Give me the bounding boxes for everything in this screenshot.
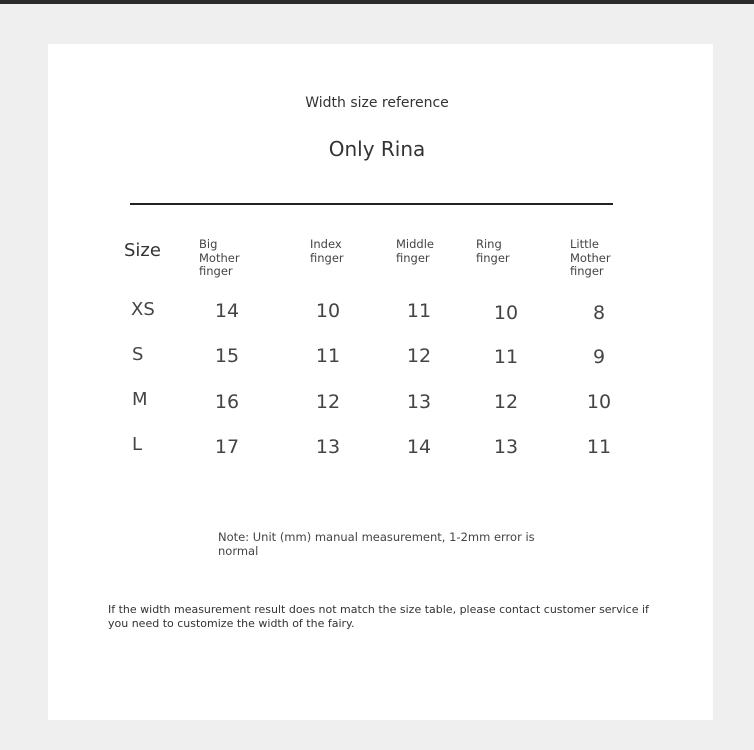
size-label: M (132, 389, 148, 410)
size-label: L (132, 434, 143, 455)
table-cell: 12 (493, 391, 519, 413)
size-label: S (132, 344, 144, 365)
size-label: XS (131, 299, 155, 320)
table-cell: 8 (592, 302, 606, 324)
table-cell: 14 (406, 436, 432, 458)
table-cell: 13 (315, 436, 341, 458)
footer-text: If the width measurement result does not match the size table, please contact customer service if you need to customize the width of the fairy. (108, 603, 649, 630)
table-cell: 12 (315, 391, 341, 413)
size-column-header: Size (124, 240, 161, 261)
table-cell: 13 (493, 436, 519, 458)
brand-name: Only Rina (328, 137, 426, 161)
table-cell: 16 (214, 391, 240, 413)
document-title: Width size reference (305, 95, 449, 111)
column-header-big-mother-finger: Big Mother finger (199, 237, 240, 278)
table-cell: 10 (315, 300, 341, 322)
table-cell: 11 (586, 436, 612, 458)
column-header-ring-finger: Ring finger (476, 237, 510, 265)
table-cell: 14 (214, 300, 240, 322)
table-cell: 10 (586, 391, 612, 413)
table-cell: 9 (592, 346, 606, 368)
table-cell: 13 (406, 391, 432, 413)
measurement-note: Note: Unit (mm) manual measurement, 1-2mm error is normal (218, 530, 535, 558)
column-header-index-finger: Index finger (310, 237, 344, 265)
table-cell: 12 (406, 345, 432, 367)
table-cell: 10 (493, 302, 519, 324)
table-cell: 17 (214, 436, 240, 458)
table-cell: 15 (214, 345, 240, 367)
header-divider (130, 203, 613, 205)
top-border (0, 0, 754, 4)
column-header-middle-finger: Middle finger (396, 237, 434, 265)
table-cell: 11 (315, 345, 341, 367)
column-header-little-mother-finger: Little Mother finger (570, 237, 611, 278)
table-cell: 11 (406, 300, 432, 322)
table-cell: 11 (493, 346, 519, 368)
